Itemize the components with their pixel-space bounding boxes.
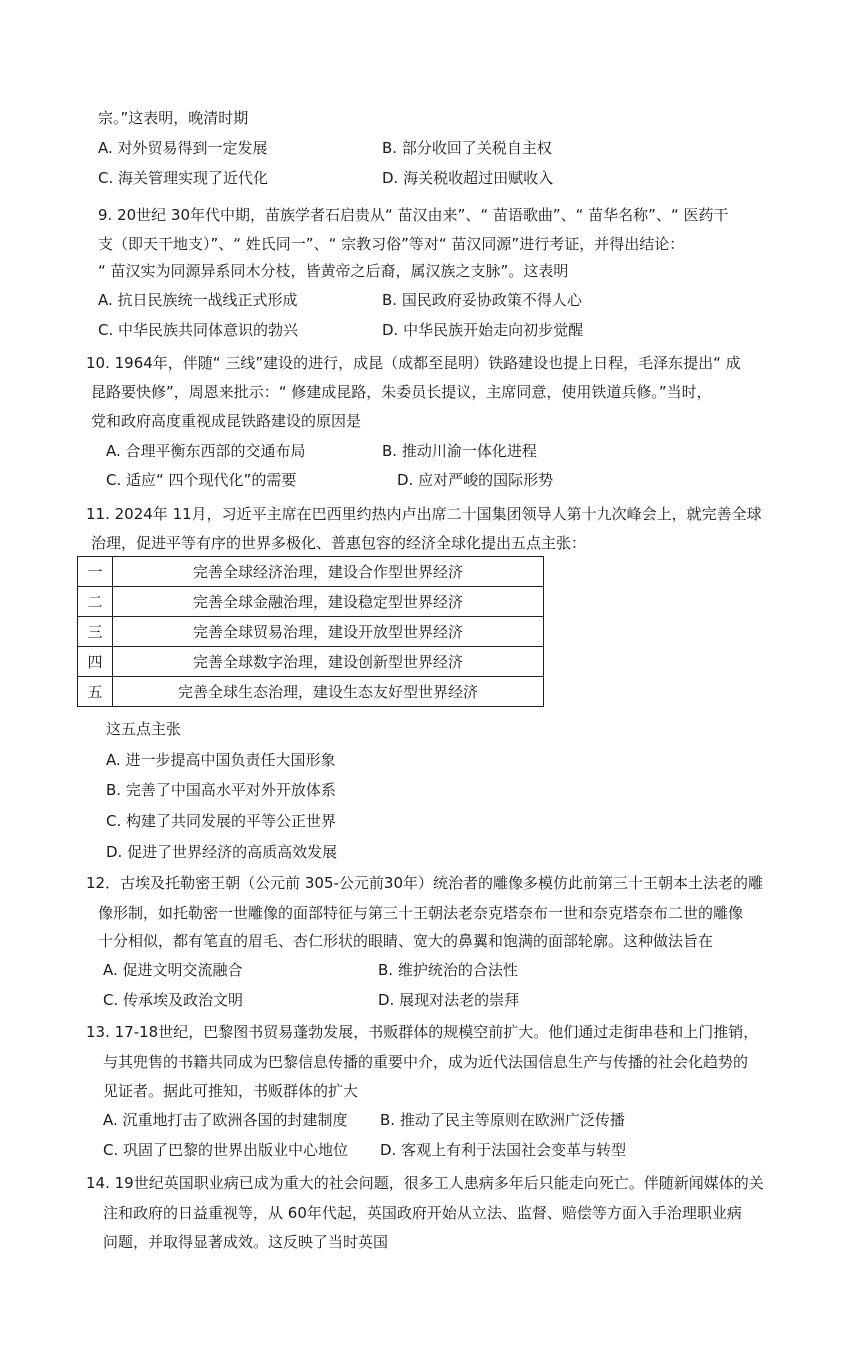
table-row (78, 587, 544, 617)
q11-option-a: A. 进一步提高中国负责任大国形象 (106, 751, 336, 769)
q13-option-c: C. 巩固了巴黎的世界出版业中心地位 (103, 1141, 349, 1159)
q9-option-a: A. 抗日民族统一战线正式形成 (98, 291, 298, 309)
q13-option-b: B. 推动了民主等原则在欧洲广泛传播 (380, 1111, 625, 1129)
q11-stem-line: 治理，促进平等有序的世界多极化、普惠包容的经济全球化提出五点主张： (91, 534, 587, 552)
q8-option-c: C. 海关管理实现了近代化 (98, 169, 269, 187)
proposal-number: 五 (78, 677, 113, 707)
q9-option-b: B. 国民政府妥协政策不得人心 (382, 291, 582, 309)
q12-option-c: C. 传承埃及政治文明 (103, 991, 244, 1009)
q10-stem-line: 10. 1964年，伴随“ 三线”建设的进行，成昆（成都至昆明）铁路建设也提上日程，毛泽东提出“ 成 (86, 354, 741, 372)
q10-option-b: B. 推动川渝一体化进程 (382, 442, 537, 460)
q12-option-b: B. 维护统治的合法性 (378, 961, 518, 979)
q12-option-d: D. 展现对法老的崇拜 (378, 991, 520, 1009)
q14-stem-line: 注和政府的日益重视等，从 60年代起，英国政府开始从立法、监督、赔偿等方面入手治理职业病 (103, 1204, 742, 1222)
q11-stem: 这五点主张 (106, 720, 182, 738)
q9-stem-line: 支（即天干地支）”、“ 姓氏同一”、“ 宗教习俗”等对“ 苗汉同源”进行考证，并得出结论： (98, 235, 685, 253)
q14-stem-line: 问题，并取得显著成效。这反映了当时英国 (103, 1233, 389, 1251)
q10-option-d: D. 应对严峻的国际形势 (397, 471, 554, 489)
proposal-number: 二 (78, 587, 113, 617)
q13-option-d: D. 客观上有利于法国社会变革与转型 (380, 1141, 627, 1159)
q12-option-a: A. 促进文明交流融合 (103, 961, 243, 979)
q13-option-a: A. 沉重地打击了欧洲各国的封建制度 (103, 1111, 348, 1129)
q14-stem-line: 14. 19世纪英国职业病已成为重大的社会问题，很多工人患病多年后只能走向死亡。伴随新闻媒体的关 (86, 1174, 764, 1192)
q11-option-c: C. 构建了共同发展的平等公正世界 (106, 812, 337, 830)
q10-stem-line: 昆路要快修”，周恩来批示：“ 修建成昆路，朱委员长提议，主席同意，使用铁道兵修。”当时， (91, 383, 712, 401)
proposals-table (77, 556, 544, 707)
proposal-number: 一 (78, 557, 113, 587)
q11-option-d: D. 促进了世界经济的高质高效发展 (106, 843, 338, 861)
q8-option-d: D. 海关税收超过田赋收入 (382, 169, 554, 187)
q9-stem-line: 9. 20世纪 30年代中期，苗族学者石启贵从“ 苗汉由来”、“ 苗语歌曲”、“ 苗华名称”、“ 医药干 (98, 206, 729, 224)
proposal-text: 完善全球数字治理，建设创新型世界经济 (113, 647, 544, 677)
q10-option-a: A. 合理平衡东西部的交通布局 (106, 442, 306, 460)
q12-stem-line: 十分相似，都有笔直的眉毛、杏仁形状的眼睛、宽大的鼻翼和饱满的面部轮廓。这种做法旨在 (98, 932, 714, 950)
q10-option-c: C. 适应“ 四个现代化”的需要 (106, 471, 297, 489)
q9-option-c: C. 中华民族共同体意识的勃兴 (98, 321, 299, 339)
q13-stem-line: 见证者。据此可推知，书贩群体的扩大 (103, 1082, 359, 1100)
proposal-text: 完善全球金融治理，建设稳定型世界经济 (113, 587, 544, 617)
q10-stem-line: 党和政府高度重视成昆铁路建设的原因是 (91, 412, 362, 430)
proposal-number: 四 (78, 647, 113, 677)
proposal-number: 三 (78, 617, 113, 647)
q9-stem-line: “ 苗汉实为同源异系同木分枝，皆黄帝之后裔，属汉族之支脉”。这表明 (98, 262, 569, 280)
q13-stem-line: 13. 17-18世纪，巴黎图书贸易蓬勃发展，书贩群体的规模空前扩大。他们通过走街串巷和上门推销， (86, 1023, 759, 1041)
q9-option-d: D. 中华民族开始走向初步觉醒 (382, 321, 584, 339)
q8-option-a: A. 对外贸易得到一定发展 (98, 139, 268, 157)
q12-stem-line: 像形制，如托勒密一世雕像的面部特征与第三十王朝法老奈克塔奈布一世和奈克塔奈布二世的雕像 (98, 904, 744, 922)
q8-option-b: B. 部分收回了关税自主权 (382, 139, 552, 157)
table-row (78, 557, 544, 587)
q8-stem-tail: 宗。”这表明，晚清时期 (98, 109, 249, 127)
q13-stem-line: 与其兜售的书籍共同成为巴黎信息传播的重要中介，成为近代法国信息生产与传播的社会化趋势的 (103, 1053, 749, 1071)
q12-stem-line: 12．古埃及托勒密王朝（公元前 305-公元前30年）统治者的雕像多模仿此前第三十王朝本土法老的雕 (86, 874, 763, 892)
table-row (78, 617, 544, 647)
proposal-text: 完善全球生态治理，建设生态友好型世界经济 (113, 677, 544, 707)
proposal-text: 完善全球经济治理，建设合作型世界经济 (113, 557, 544, 587)
q11-stem-line: 11. 2024年 11月，习近平主席在巴西里约热内卢出席二十国集团领导人第十九次峰会上，就完善全球 (86, 505, 762, 523)
table-row (78, 677, 544, 707)
q11-option-b: B. 完善了中国高水平对外开放体系 (106, 781, 336, 799)
table-row (78, 647, 544, 677)
proposal-text: 完善全球贸易治理，建设开放型世界经济 (113, 617, 544, 647)
